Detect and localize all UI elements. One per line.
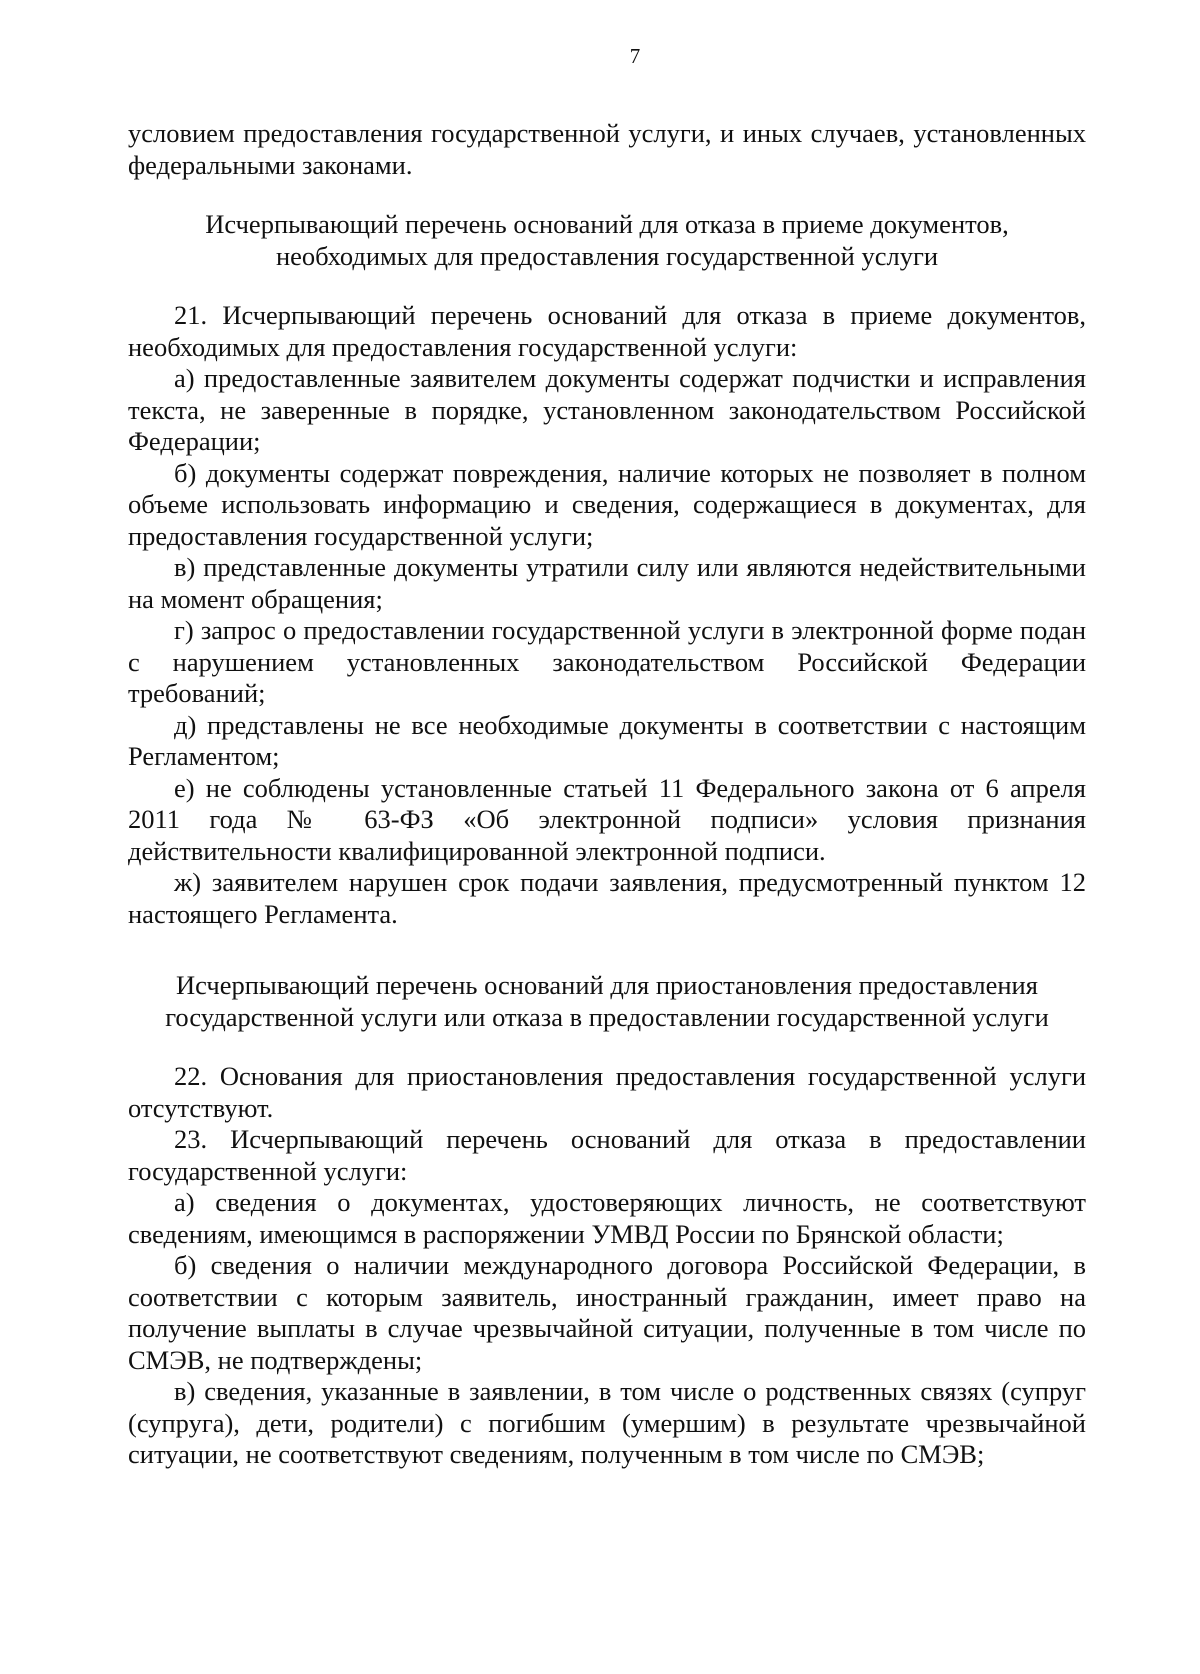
section-heading-suspension-refusal: [128, 970, 1086, 1033]
paragraph-21d: д) представлены не все необходимые документы в соответствии с настоящим Регламентом;: [128, 709, 1086, 771]
paragraph-21: 21. Исчерпывающий перечень оснований для отказа в приеме документов, необходимых для предоставления государственной услуги:: [128, 300, 1086, 362]
paragraph-23: 23. Исчерпывающий перечень оснований для отказа в предоставлении государственной услуги:: [128, 1124, 1086, 1186]
heading-line: Исчерпывающий перечень оснований для отказа в приеме документов,: [205, 209, 1009, 239]
document-body: [128, 118, 1086, 1471]
section-heading-refusal-acceptance: [128, 209, 1086, 272]
paragraph-intro: условием предоставления государственной услуги, и иных случаев, установленных федеральными законами.: [128, 118, 1086, 180]
paragraph-23b: б) сведения о наличии международного договора Российской Федерации, в соответствии с которым заявитель, иностранный гражданин, имеет право на получение выплаты в случае чрезвычайной ситуации, полученные в том числе по СМЭВ, не подтверждены;: [128, 1250, 1086, 1375]
paragraph-23a: а) сведения о документах, удостоверяющих личность, не соответствуют сведениям, имеющимся в распоряжении УМВД России по Брянской области;: [128, 1187, 1086, 1249]
paragraph-21a: а) предоставленные заявителем документы содержат подчистки и исправления текста, не заверенные в порядке, установленном законодательством Российской Федерации;: [128, 363, 1086, 456]
page-number: 7: [629, 44, 641, 68]
paragraph-21e: е) не соблюдены установленные статьей 11 Федерального закона от 6 апреля 2011 года № 63-ФЗ «Об электронной подписи» условия признания действительности квалифицированной электронной подписи.: [128, 772, 1086, 866]
paragraph-22: 22. Основания для приостановления предоставления государственной услуги отсутствуют.: [128, 1061, 1086, 1123]
paragraph-21zh: ж) заявителем нарушен срок подачи заявления, предусмотренный пунктом 12 настоящего Регламента.: [128, 867, 1086, 929]
paragraph-21g: г) запрос о предоставлении государственной услуги в электронной форме подан с нарушением установленных законодательством Российской Федерации требований;: [128, 615, 1086, 708]
paragraph-21v: в) представленные документы утратили силу или являются недействительными на момент обращения;: [128, 552, 1086, 614]
paragraph-23v: в) сведения, указанные в заявлении, в том числе о родственных связях (супруг (супруга), дети, родители) с погибшим (умершим) в результате чрезвычайной ситуации, не соответствуют сведениям, полученным в том числе по СМЭВ;: [128, 1376, 1086, 1469]
heading-line: Исчерпывающий перечень оснований для приостановления предоставления: [176, 970, 1038, 1000]
heading-line: государственной услуги или отказа в предоставлении государственной услуги: [165, 1001, 1049, 1032]
heading-line: необходимых для предоставления государственной услуги: [275, 240, 939, 271]
paragraph-21b: б) документы содержат повреждения, наличие которых не позволяет в полном объеме использовать информацию и сведения, содержащиеся в документах, для предоставления государственной услуги;: [128, 457, 1086, 551]
